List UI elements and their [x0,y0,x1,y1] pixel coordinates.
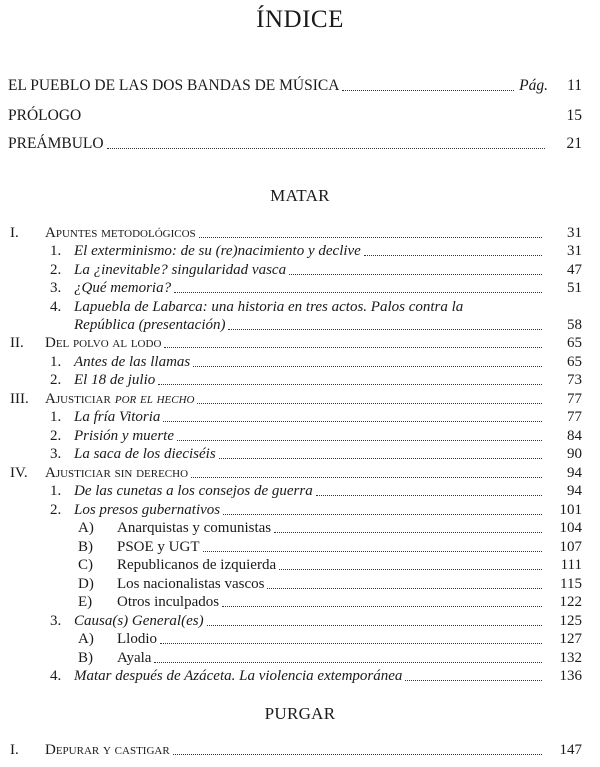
dot-leader [279,568,542,570]
entry-title: ¿Qué memoria? [74,280,172,296]
entry-letter: B) [78,650,93,666]
entry-number: 2. [50,262,62,278]
entry-title: Ajusticiar sin derecho [45,465,189,481]
dot-leader [364,254,542,256]
entry-title: Causa(s) General(es) [74,613,204,629]
entry-title: Matar después de Azáceta. La violencia extemporánea [74,668,403,684]
toc-entry[interactable] [0,333,600,353]
page-number: 127 [559,631,582,647]
page-number: 21 [566,135,582,152]
entry-letter: A) [78,631,94,647]
entry-title: Depurar y castigar [45,742,170,758]
entry-title: Ajusticiar [45,391,111,407]
page-number: 122 [559,594,582,610]
page-number: 31 [567,225,582,241]
toc-entry[interactable] [0,518,600,538]
dot-leader [107,147,545,149]
entry-number: IV. [10,465,28,481]
entry-number: I. [10,742,19,758]
toc-entry[interactable] [0,241,600,261]
page-number: 104 [559,520,582,536]
entry-title: EL PUEBLO DE LAS DOS BANDAS DE MÚSICA [8,77,340,94]
entry-number: 3. [50,613,62,629]
entry-title: PRÓLOGO [8,107,82,124]
page-number: 84 [567,428,582,444]
dot-leader [219,457,542,459]
entry-title: La ¿inevitable? singularidad vasca [74,262,287,278]
dot-leader [267,587,542,589]
entry-title-continuation: República (presentación) [74,317,226,333]
dot-leader [228,328,542,330]
page-number: 136 [559,668,582,684]
toc-entry[interactable] [0,481,600,501]
dot-leader [193,365,542,367]
entry-title: Lapuebla de Labarca: una historia en tres actos. Palos contra la [74,299,464,315]
dot-leader [197,402,542,404]
entry-letter: A) [78,520,94,536]
toc-entry[interactable] [0,629,600,649]
entry-letter: D) [78,576,94,592]
entry-number: I. [10,225,19,241]
toc-entry[interactable] [0,666,600,686]
page-number: 107 [559,539,582,555]
entry-title: Anarquistas y comunistas [117,520,272,536]
page-number: 94 [567,483,582,499]
page-number: 90 [567,446,582,462]
section-title-purgar: PURGAR [264,704,336,723]
toc-entry[interactable] [0,352,600,372]
toc-entry[interactable] [0,537,600,557]
dot-leader [154,661,542,663]
toc-entry[interactable] [0,297,600,317]
entry-title: Republicanos de izquierda [117,557,277,573]
entry-title-italic: por el hecho [114,391,195,407]
toc-entry[interactable] [0,278,600,298]
entry-title: La saca de los dieciséis [74,446,216,462]
toc-entry[interactable] [0,740,600,760]
page-number: 47 [567,262,582,278]
entry-number: 3. [50,446,62,462]
toc-entry[interactable] [0,611,600,631]
page-number: 115 [560,576,582,592]
entry-title: Llodio [117,631,157,647]
entry-number: 2. [50,502,62,518]
page-number: 77 [567,409,582,425]
page-number: 147 [559,742,582,758]
dot-leader [223,513,542,515]
dot-leader [160,642,542,644]
page-number: 58 [567,317,582,333]
entry-letter: C) [78,557,93,573]
toc-entry-continuation[interactable] [0,315,600,335]
dot-leader [199,236,542,238]
entry-letter: B) [78,539,93,555]
page-number: 11 [567,77,582,94]
dot-leader [222,605,542,607]
toc-entry[interactable] [0,444,600,464]
entry-title: Prisión y muerte [74,428,174,444]
dot-leader [316,494,542,496]
dot-leader [173,753,542,755]
page-number: 132 [559,650,582,666]
toc-entry[interactable] [0,260,600,280]
entry-title: El exterminismo: de su (re)nacimiento y declive [74,243,361,259]
entry-title: PREÁMBULO [8,135,104,152]
entry-title: Antes de las llamas [74,354,191,370]
page-number: 65 [567,335,582,351]
page-number: 125 [559,613,582,629]
entry-number: 1. [50,409,62,425]
entry-title: Ayala [117,650,152,666]
toc-entry[interactable] [0,555,600,575]
page-number: 77 [567,391,582,407]
toc-entry[interactable] [0,648,600,668]
entry-number: 2. [50,428,62,444]
entry-title: Otros inculpados [117,594,220,610]
toc-entry[interactable] [0,463,600,483]
entry-title: La fría Vitoria [74,409,161,425]
entry-number: II. [10,335,24,351]
entry-title: De las cunetas a los consejos de guerra [74,483,313,499]
toc-entry[interactable] [0,223,600,243]
entry-title: PSOE y UGT [117,539,200,555]
entry-number: III. [10,391,29,407]
toc-entry[interactable] [0,592,600,612]
page-number: 15 [566,107,582,124]
entry-title: Del polvo al lodo [45,335,162,351]
toc-entry[interactable] [0,500,600,520]
toc-entry[interactable] [0,574,600,594]
entry-number: 3. [50,280,62,296]
toc-entry[interactable] [0,426,600,446]
page-number: 94 [567,465,582,481]
page-number: 51 [567,280,582,296]
page-label: Pág. [519,77,548,94]
dot-leader [207,624,542,626]
dot-leader [203,550,542,552]
dot-leader [163,420,542,422]
page-number: 65 [567,354,582,370]
entry-title: Los nacionalistas vascos [117,576,265,592]
entry-title: El 18 de julio [74,372,156,388]
page-number: 73 [567,372,582,388]
dot-leader [191,476,542,478]
entry-number: 4. [50,668,62,684]
dot-leader [274,531,542,533]
toc-entry[interactable] [0,134,600,154]
page-number: 31 [567,243,582,259]
entry-number: 1. [50,354,62,370]
dot-leader [174,291,542,293]
entry-number: 1. [50,483,62,499]
toc-entry[interactable] [0,389,600,409]
toc-entry[interactable] [0,407,600,427]
dot-leader [177,439,542,441]
dot-leader [342,89,514,91]
dot-leader [405,679,542,681]
toc-entry[interactable] [0,106,600,126]
toc-entry[interactable] [0,76,600,96]
page-number: 101 [559,502,582,518]
entry-title: Los presos gubernativos [74,502,221,518]
dot-leader [289,273,542,275]
dot-leader [164,346,542,348]
section-title-matar: MATAR [270,186,330,205]
toc-entry[interactable] [0,370,600,390]
page-title: ÍNDICE [256,6,344,33]
entry-number: 2. [50,372,62,388]
entry-number: 1. [50,243,62,259]
page-number: 111 [560,557,582,573]
dot-leader [158,383,542,385]
entry-letter: E) [78,594,93,610]
entry-title: Apuntes metodológicos [45,225,196,241]
entry-number: 4. [50,299,62,315]
